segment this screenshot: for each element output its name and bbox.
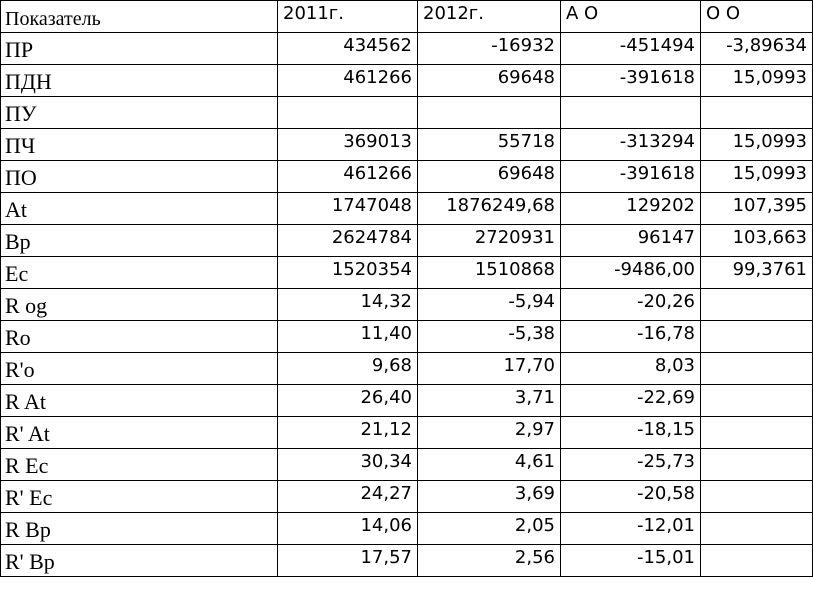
row-label-cell: R' At: [1, 417, 278, 449]
value-cell-year-2012: 3,71: [418, 385, 561, 417]
value-cell-year-2012: -5,94: [418, 289, 561, 321]
row-label-cell: R At: [1, 385, 278, 417]
table-row: [1, 321, 813, 353]
table-row: [1, 417, 813, 449]
value-cell-abs-change: -15,01: [561, 545, 701, 577]
value-cell-year-2011: 11,40: [278, 321, 418, 353]
row-label-cell: ПДН: [1, 65, 278, 97]
value-cell-rel-change: [701, 449, 813, 481]
row-label-cell: R og: [1, 289, 278, 321]
value-cell-rel-change: [701, 353, 813, 385]
value-cell-year-2011: 14,06: [278, 513, 418, 545]
table-row: [1, 385, 813, 417]
value-cell-year-2012: 3,69: [418, 481, 561, 513]
value-cell-rel-change: [701, 289, 813, 321]
value-cell-year-2012: 2,05: [418, 513, 561, 545]
value-cell-abs-change: -451494: [561, 33, 701, 65]
value-cell-year-2011: 461266: [278, 161, 418, 193]
value-cell-year-2012: -5,38: [418, 321, 561, 353]
value-cell-year-2012: 17,70: [418, 353, 561, 385]
value-cell-rel-change: [701, 385, 813, 417]
value-cell-rel-change: -3,89634: [701, 33, 813, 65]
table-row: [1, 353, 813, 385]
value-cell-year-2011: 434562: [278, 33, 418, 65]
table-row: [1, 289, 813, 321]
row-label-cell: ПР: [1, 33, 278, 65]
value-cell-rel-change: 107,395: [701, 193, 813, 225]
row-label-cell: Bp: [1, 225, 278, 257]
value-cell-abs-change: -313294: [561, 129, 701, 161]
header-cell-abs-change: А О: [561, 1, 701, 33]
value-cell-abs-change: [561, 97, 701, 129]
value-cell-rel-change: [701, 545, 813, 577]
header-cell-year-2012: 2012г.: [418, 1, 561, 33]
row-label-cell: R'o: [1, 353, 278, 385]
header-cell-year-2011: 2011г.: [278, 1, 418, 33]
value-cell-abs-change: 8,03: [561, 353, 701, 385]
value-cell-rel-change: [701, 321, 813, 353]
table-row: [1, 449, 813, 481]
value-cell-rel-change: [701, 417, 813, 449]
value-cell-year-2011: 17,57: [278, 545, 418, 577]
header-cell-rel-change: О О: [701, 1, 813, 33]
table-row: [1, 513, 813, 545]
value-cell-abs-change: 96147: [561, 225, 701, 257]
value-cell-year-2011: 26,40: [278, 385, 418, 417]
table-row: [1, 129, 813, 161]
value-cell-abs-change: -22,69: [561, 385, 701, 417]
value-cell-rel-change: 15,0993: [701, 129, 813, 161]
value-cell-year-2012: [418, 97, 561, 129]
value-cell-rel-change: 15,0993: [701, 161, 813, 193]
value-cell-year-2012: -16932: [418, 33, 561, 65]
table-row: [1, 481, 813, 513]
value-cell-abs-change: -20,58: [561, 481, 701, 513]
value-cell-abs-change: -12,01: [561, 513, 701, 545]
value-cell-year-2012: 1876249,68: [418, 193, 561, 225]
value-cell-year-2012: 55718: [418, 129, 561, 161]
row-label-cell: Ec: [1, 257, 278, 289]
value-cell-year-2012: 69648: [418, 161, 561, 193]
value-cell-rel-change: 99,3761: [701, 257, 813, 289]
value-cell-year-2012: 69648: [418, 65, 561, 97]
value-cell-abs-change: -391618: [561, 65, 701, 97]
table-row: [1, 193, 813, 225]
value-cell-year-2012: 2,97: [418, 417, 561, 449]
value-cell-abs-change: -18,15: [561, 417, 701, 449]
value-cell-rel-change: [701, 481, 813, 513]
table-row: [1, 257, 813, 289]
table-row: [1, 545, 813, 577]
row-label-cell: R' Bp: [1, 545, 278, 577]
row-label-cell: ПО: [1, 161, 278, 193]
value-cell-year-2011: [278, 97, 418, 129]
table-row: [1, 65, 813, 97]
row-label-cell: ПУ: [1, 97, 278, 129]
value-cell-year-2012: 2,56: [418, 545, 561, 577]
row-label-cell: At: [1, 193, 278, 225]
row-label-cell: R' Ec: [1, 481, 278, 513]
value-cell-abs-change: -16,78: [561, 321, 701, 353]
table-row: [1, 161, 813, 193]
value-cell-rel-change: [701, 513, 813, 545]
value-cell-year-2011: 30,34: [278, 449, 418, 481]
value-cell-year-2012: 4,61: [418, 449, 561, 481]
value-cell-abs-change: -20,26: [561, 289, 701, 321]
value-cell-rel-change: [701, 97, 813, 129]
value-cell-rel-change: 15,0993: [701, 65, 813, 97]
value-cell-year-2011: 1747048: [278, 193, 418, 225]
value-cell-year-2011: 1520354: [278, 257, 418, 289]
table-row: [1, 33, 813, 65]
value-cell-year-2011: 9,68: [278, 353, 418, 385]
header-cell-indicator: Показатель: [1, 1, 278, 33]
value-cell-rel-change: 103,663: [701, 225, 813, 257]
value-cell-year-2012: 1510868: [418, 257, 561, 289]
value-cell-year-2011: 461266: [278, 65, 418, 97]
value-cell-abs-change: -9486,00: [561, 257, 701, 289]
value-cell-year-2012: 2720931: [418, 225, 561, 257]
value-cell-year-2011: 21,12: [278, 417, 418, 449]
value-cell-year-2011: 2624784: [278, 225, 418, 257]
row-label-cell: Ro: [1, 321, 278, 353]
value-cell-year-2011: 369013: [278, 129, 418, 161]
value-cell-year-2011: 14,32: [278, 289, 418, 321]
value-cell-abs-change: -391618: [561, 161, 701, 193]
table-header-row: [1, 1, 813, 33]
indicators-table-body: [1, 1, 813, 577]
value-cell-abs-change: 129202: [561, 193, 701, 225]
row-label-cell: R Bp: [1, 513, 278, 545]
value-cell-abs-change: -25,73: [561, 449, 701, 481]
table-row: [1, 97, 813, 129]
table-row: [1, 225, 813, 257]
row-label-cell: ПЧ: [1, 129, 278, 161]
value-cell-year-2011: 24,27: [278, 481, 418, 513]
row-label-cell: R Ec: [1, 449, 278, 481]
